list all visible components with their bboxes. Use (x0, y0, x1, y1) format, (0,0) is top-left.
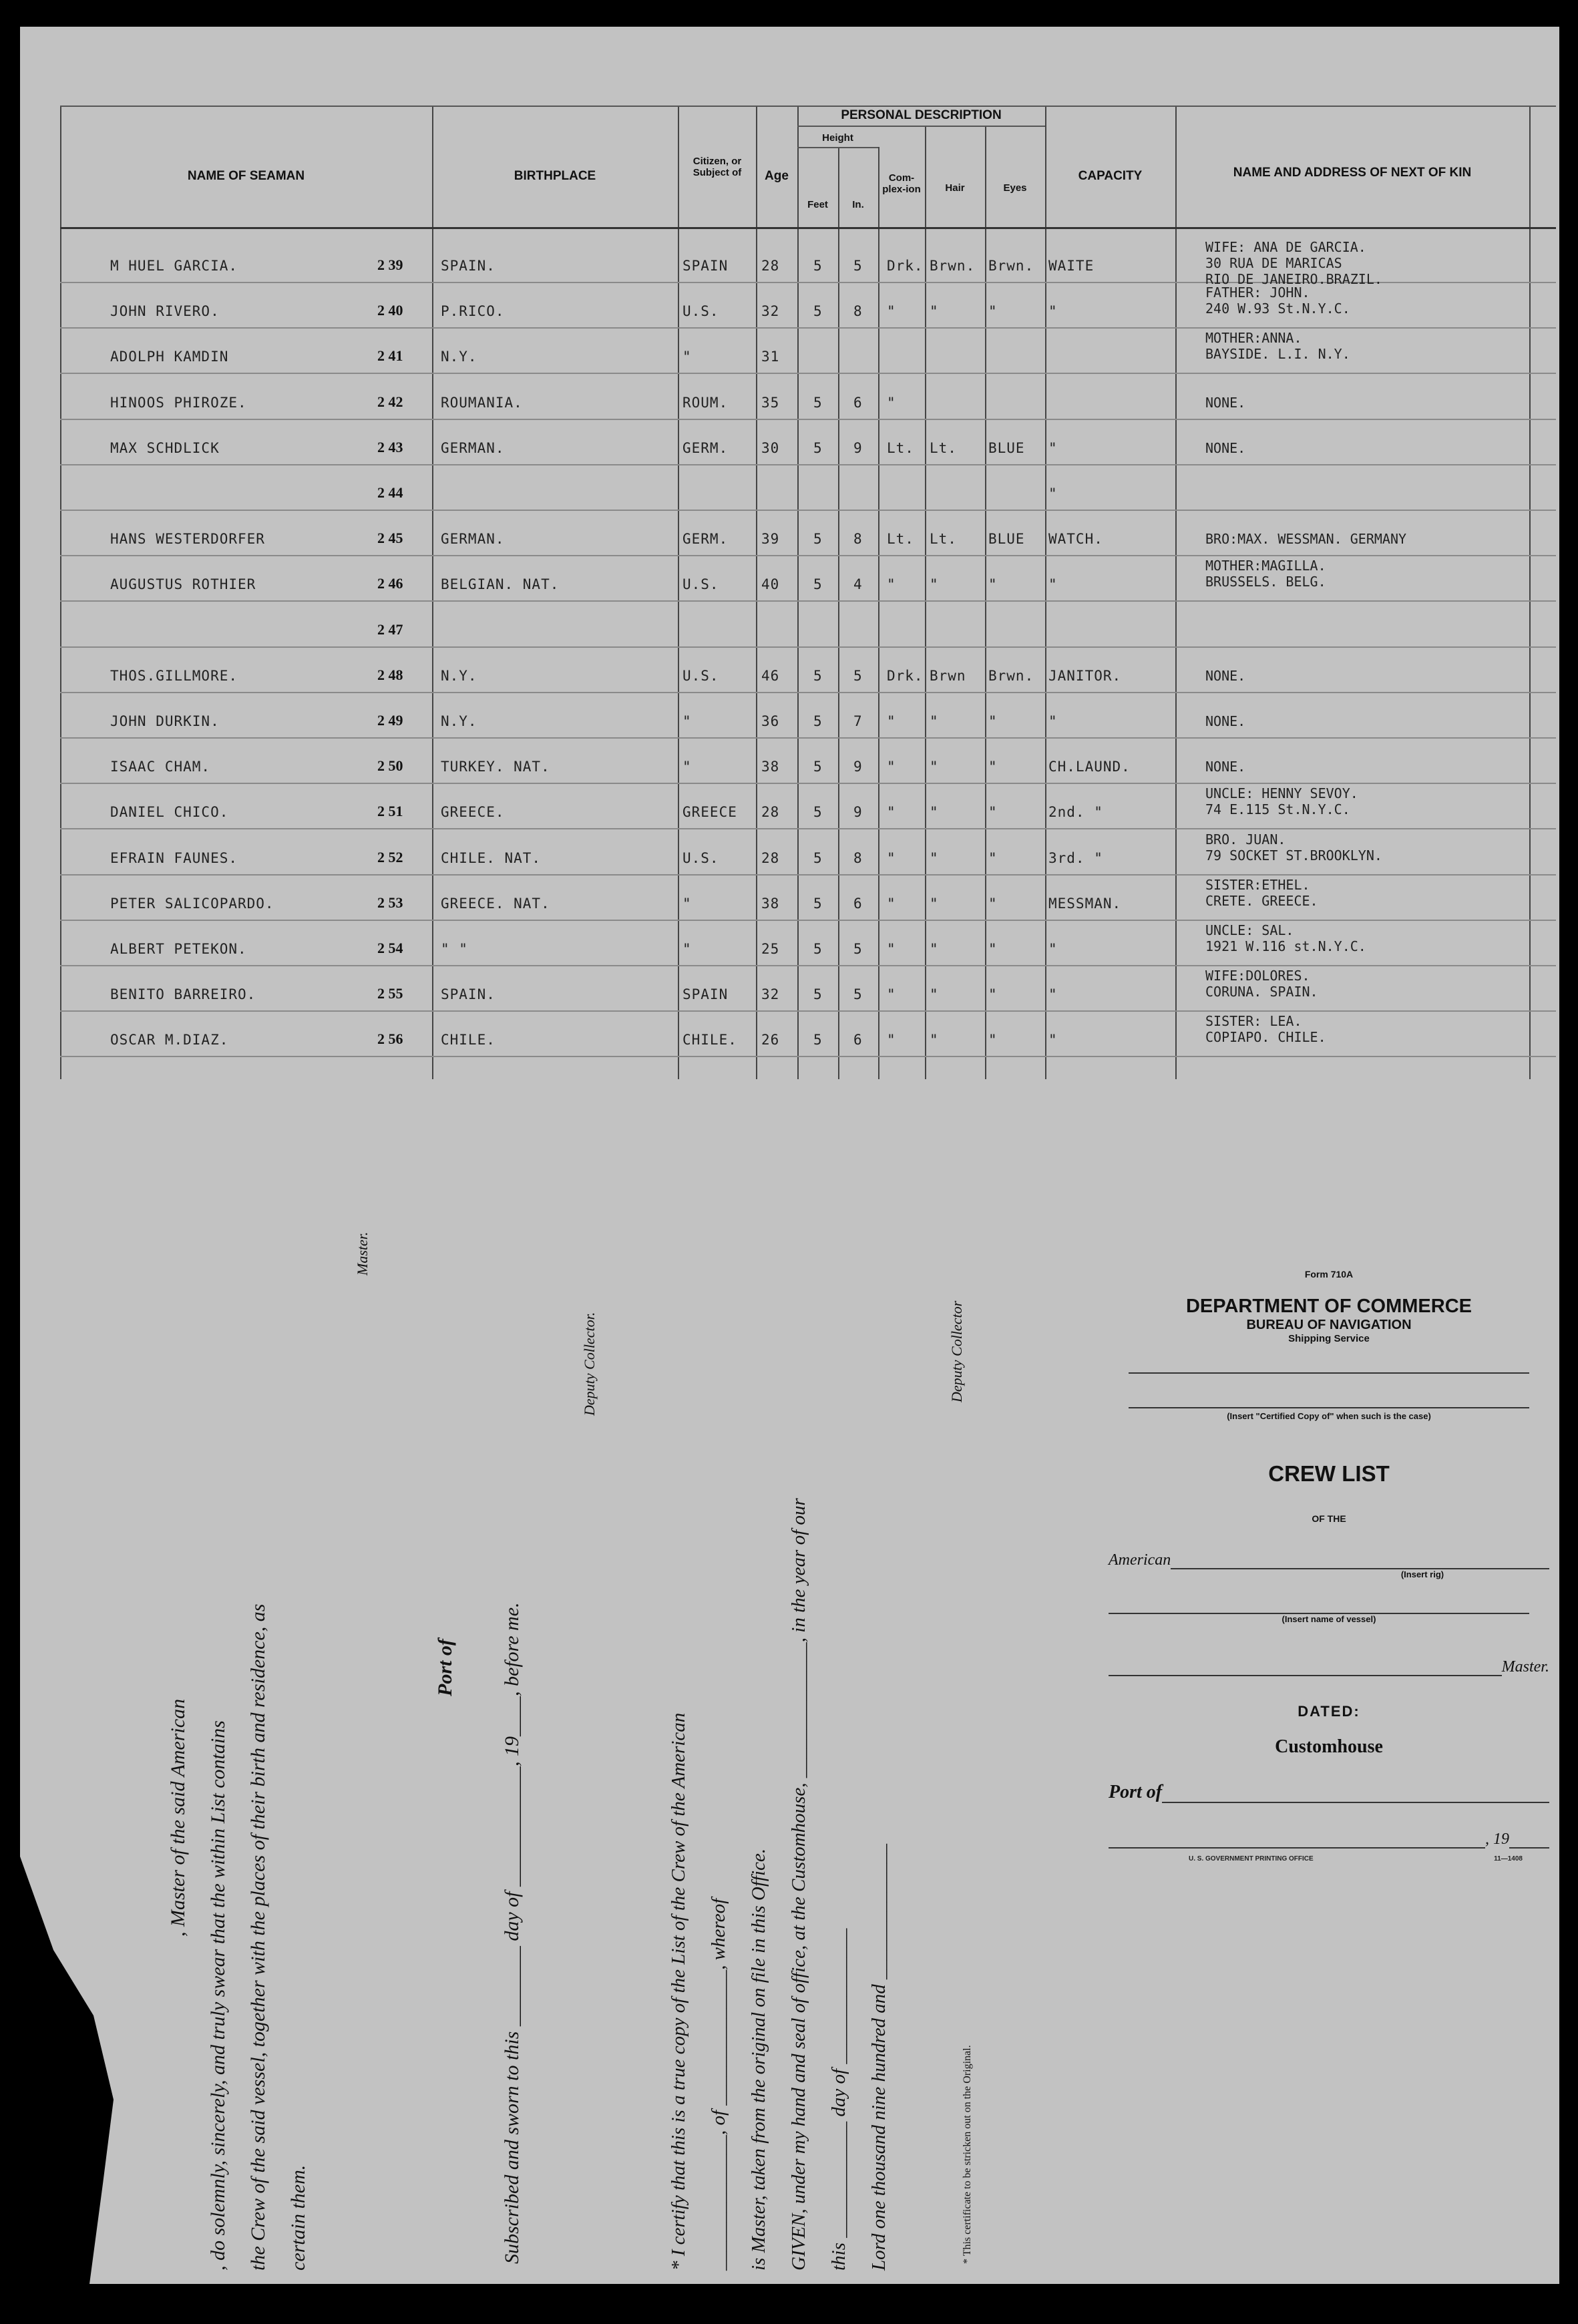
rig-input-line[interactable] (1171, 1551, 1549, 1569)
seaman-name-cell: BENITO BARREIRO. (110, 986, 256, 1003)
capacity-cell: " (1048, 1032, 1058, 1048)
height-feet-cell: 5 (813, 531, 823, 548)
row-number: 2 48 (377, 666, 403, 683)
birthplace-cell: BELGIAN. NAT. (441, 576, 560, 593)
eyes-cell: " (988, 804, 998, 821)
capacity-cell: " (1048, 486, 1058, 502)
cert-copy-line[interactable] (1129, 1354, 1529, 1374)
birthplace-cell: " " (441, 941, 468, 957)
master-label: Master. (1501, 1658, 1549, 1676)
birthplace-cell: GERMAN. (441, 531, 505, 548)
seaman-name-cell: OSCAR M.DIAZ. (110, 1032, 229, 1048)
next-of-kin-line: BRO. JUAN. (1205, 831, 1286, 847)
row-number: 2 46 (377, 575, 403, 592)
birthplace-cell: CHILE. NAT. (441, 849, 542, 866)
age-cell: 38 (761, 895, 780, 912)
american-label: American (1109, 1551, 1171, 1569)
form-number: Form 710A (1304, 1269, 1354, 1280)
eyes-cell: " (988, 759, 998, 775)
header-name: NAME OF SEAMAN (187, 169, 305, 183)
header-hair: Hair (945, 182, 965, 194)
height-feet-cell: 5 (813, 759, 823, 775)
birthplace-cell: TURKEY. NAT. (441, 759, 550, 775)
row-number: 2 42 (377, 393, 403, 410)
header-birthplace: BIRTHPLACE (514, 169, 596, 183)
service-title: Shipping Service (1288, 1333, 1370, 1344)
crew-table (60, 106, 1556, 1079)
citizenship-cell: GERM. (682, 439, 729, 456)
height-inches-cell: 7 (853, 713, 863, 729)
complexion-cell: Drk. (887, 667, 924, 684)
citizenship-cell: ROUM. (682, 394, 729, 411)
eyes-cell: " (988, 849, 998, 866)
capacity-cell: " (1048, 941, 1058, 957)
certify-line-3: is Master, taken from the original on file in this Office. (748, 1848, 769, 2271)
next-of-kin-line: UNCLE: SAL. (1205, 922, 1294, 938)
complexion-cell: Lt. (887, 439, 914, 456)
birthplace-cell: GREECE. NAT. (441, 895, 550, 912)
height-inches-cell: 6 (853, 394, 863, 411)
next-of-kin-line: NONE. (1205, 759, 1246, 775)
eyes-cell: BLUE (988, 531, 1025, 548)
birthplace-cell: N.Y. (441, 349, 477, 365)
hair-cell: " (930, 849, 939, 866)
citizenship-cell: GREECE (682, 804, 737, 821)
hair-cell: " (930, 895, 939, 912)
capacity-cell: 3rd. " (1048, 849, 1103, 866)
row-rule (60, 373, 1556, 374)
date-input-line[interactable] (1109, 1830, 1485, 1849)
printer-label: U. S. GOVERNMENT PRINTING OFFICE (1189, 1855, 1314, 1863)
complexion-cell: " (887, 1032, 896, 1048)
row-rule (60, 874, 1556, 876)
capacity-cell: " (1048, 576, 1058, 593)
next-of-kin-line: WIFE:DOLORES. (1205, 968, 1310, 984)
age-cell: 28 (761, 849, 780, 866)
hair-cell: Lt. (930, 531, 957, 548)
row-number: 2 51 (377, 803, 403, 820)
citizenship-cell: SPAIN (682, 258, 729, 274)
complexion-cell: " (887, 576, 896, 593)
eyes-cell: " (988, 895, 998, 912)
citizenship-cell: GERM. (682, 531, 729, 548)
capacity-cell: CH.LAUND. (1048, 759, 1131, 775)
row-number: 2 45 (377, 530, 403, 547)
hair-cell: " (930, 941, 939, 957)
eyes-cell: BLUE (988, 439, 1025, 456)
next-of-kin-line: NONE. (1205, 439, 1246, 456)
row-rule (60, 464, 1556, 465)
age-cell: 40 (761, 576, 780, 593)
birthplace-cell: N.Y. (441, 713, 477, 729)
seaman-name-cell: MAX SCHDLICK (110, 439, 220, 456)
oath-line-2: , do solemnly, sincerely, and truly swear that the within List contains (207, 1720, 229, 2271)
height-inches-cell: 8 (853, 303, 863, 320)
crew-list-title: CREW LIST (1268, 1461, 1390, 1486)
row-number: 2 44 (377, 484, 403, 501)
insert-vessel-note: (Insert name of vessel) (1281, 1614, 1376, 1624)
next-of-kin-line: 30 RUA DE MARICAS (1205, 255, 1342, 271)
capacity-cell: JANITOR. (1048, 667, 1122, 684)
seaman-name-cell: PETER SALICOPARDO. (110, 895, 274, 912)
height-inches-cell: 5 (853, 258, 863, 274)
birthplace-cell: SPAIN. (441, 258, 496, 274)
next-of-kin-line: BRO:MAX. WESSMAN. GERMANY (1205, 531, 1407, 548)
age-cell: 28 (761, 804, 780, 821)
hair-cell: Brwn. (930, 258, 976, 274)
deputy-collector-label-2: Deputy Collector (948, 1300, 965, 1402)
next-of-kin-line: 240 W.93 St.N.Y.C. (1205, 301, 1350, 317)
birthplace-cell: ROUMANIA. (441, 394, 523, 411)
oath-line-1: , Master of the said American (167, 1698, 189, 1937)
height-feet-cell: 5 (813, 895, 823, 912)
height-inches-cell: 6 (853, 1032, 863, 1048)
seaman-name-cell: JOHN DURKIN. (110, 713, 220, 729)
next-of-kin-line: UNCLE: HENNY SEVOY. (1205, 785, 1358, 802)
hair-cell: " (930, 303, 939, 320)
height-inches-cell: 9 (853, 804, 863, 821)
citizenship-cell: U.S. (682, 849, 719, 866)
header-capacity: CAPACITY (1078, 169, 1143, 183)
citizenship-cell: " (682, 895, 692, 912)
complexion-cell: Lt. (887, 531, 914, 548)
complexion-cell: " (887, 394, 896, 411)
row-rule (60, 600, 1556, 602)
height-feet-cell: 5 (813, 804, 823, 821)
citizenship-cell: U.S. (682, 303, 719, 320)
hair-cell: " (930, 1032, 939, 1048)
capacity-cell: 2nd. " (1048, 804, 1103, 821)
row-number: 2 40 (377, 302, 403, 319)
port-of-cover-label: Port of (1109, 1782, 1163, 1802)
insert-rig-note: (Insert rig) (1400, 1569, 1444, 1579)
printer-code: 11—1408 (1494, 1855, 1523, 1863)
header-eyes: Eyes (1003, 182, 1027, 194)
eyes-cell: " (988, 1032, 998, 1048)
hair-cell: " (930, 986, 939, 1003)
eyes-cell: " (988, 986, 998, 1003)
certify-line-5: this ____________ day of ______________ (828, 1928, 849, 2271)
header-next-of-kin: NAME AND ADDRESS OF NEXT OF KIN (1233, 166, 1472, 180)
customhouse-label: Customhouse (1275, 1736, 1383, 1757)
citizenship-cell: SPAIN (682, 986, 729, 1003)
dated-label: DATED: (1298, 1703, 1360, 1720)
master-name-line[interactable] (1109, 1658, 1502, 1676)
eyes-cell: " (988, 941, 998, 957)
capacity-cell: WAITE (1048, 258, 1095, 274)
birthplace-cell: GERMAN. (441, 439, 505, 456)
height-inches-cell: 5 (853, 941, 863, 957)
age-cell: 30 (761, 439, 780, 456)
citizenship-cell: CHILE. (682, 1032, 737, 1048)
year-label: , 19 (1485, 1830, 1509, 1848)
seaman-name-cell: THOS.GILLMORE. (110, 667, 238, 684)
height-inches-cell: 5 (853, 667, 863, 684)
eyes-cell: " (988, 303, 998, 320)
row-rule (60, 510, 1556, 511)
complexion-cell: Drk. (887, 258, 924, 274)
certificate-footnote: * This certificate to be stricken out on the Original. (962, 2045, 973, 2264)
birthplace-cell: P.RICO. (441, 303, 505, 320)
height-inches-cell: 4 (853, 576, 863, 593)
year-input-line[interactable] (1509, 1830, 1549, 1849)
oath-line-3: the Crew of the said vessel, together with the places of their birth and residence, as (247, 1603, 269, 2271)
header-personal-description: PERSONAL DESCRIPTION (841, 108, 1002, 122)
row-rule (60, 419, 1556, 420)
oath-line-4: certain them. (287, 2164, 309, 2271)
hair-cell: " (930, 713, 939, 729)
cert-copy-line-2[interactable] (1129, 1374, 1529, 1408)
next-of-kin-line: MOTHER:MAGILLA. (1205, 558, 1326, 574)
citizenship-cell: U.S. (682, 576, 719, 593)
age-cell: 39 (761, 531, 780, 548)
hair-cell: " (930, 759, 939, 775)
header-inches: In. (852, 199, 864, 210)
next-of-kin-line: WIFE: ANA DE GARCIA. (1205, 239, 1366, 255)
birthplace-cell: N.Y. (441, 667, 477, 684)
birthplace-cell: SPAIN. (441, 986, 496, 1003)
capacity-cell: " (1048, 986, 1058, 1003)
seaman-name-cell: ADOLPH KAMDIN (110, 349, 229, 365)
row-number: 2 39 (377, 256, 403, 273)
next-of-kin-line: 74 E.115 St.N.Y.C. (1205, 801, 1350, 818)
height-feet-cell: 5 (813, 849, 823, 866)
row-number: 2 49 (377, 712, 403, 729)
seaman-name-cell: ALBERT PETEKON. (110, 941, 247, 957)
next-of-kin-line: CRETE. GREECE. (1205, 892, 1318, 909)
hair-cell: Lt. (930, 439, 957, 456)
next-of-kin-line: BRUSSELS. BELG. (1205, 574, 1326, 590)
port-of-label: Port of (434, 1639, 456, 1696)
age-cell: 31 (761, 349, 780, 365)
complexion-cell: " (887, 759, 896, 775)
row-number: 2 54 (377, 940, 403, 956)
eyes-cell: " (988, 576, 998, 593)
age-cell: 28 (761, 258, 780, 274)
row-number: 2 55 (377, 985, 403, 1002)
next-of-kin-line: SISTER: LEA. (1205, 1013, 1302, 1030)
height-feet-cell: 5 (813, 667, 823, 684)
oath-section (154, 1135, 1008, 2271)
row-number: 2 43 (377, 438, 403, 455)
capacity-cell: MESSMAN. (1048, 895, 1122, 912)
row-number: 2 41 (377, 347, 403, 365)
age-cell: 35 (761, 394, 780, 411)
height-feet-cell: 5 (813, 303, 823, 320)
next-of-kin-line: 79 SOCKET ST.BROOKLYN. (1205, 847, 1382, 863)
complexion-cell: " (887, 941, 896, 957)
eyes-cell: " (988, 713, 998, 729)
next-of-kin-line: SISTER:ETHEL. (1205, 876, 1310, 893)
height-feet-cell: 5 (813, 986, 823, 1003)
department-title: DEPARTMENT OF COMMERCE (1185, 1296, 1472, 1317)
header-citizen: Citizen, or Subject of (693, 156, 742, 178)
height-inches-cell: 9 (853, 439, 863, 456)
row-rule (60, 1056, 1556, 1057)
birthplace-cell: CHILE. (441, 1032, 496, 1048)
row-number: 2 52 (377, 848, 403, 865)
capacity-cell: " (1048, 713, 1058, 729)
next-of-kin-line: BAYSIDE. L.I. N.Y. (1205, 346, 1350, 363)
hair-cell: " (930, 804, 939, 821)
insert-cert-note: (Insert "Certified Copy of" when such is the case) (1227, 1411, 1431, 1421)
complexion-cell: " (887, 849, 896, 866)
hair-cell: " (930, 576, 939, 593)
torn-corner (20, 1857, 154, 2324)
capacity-cell: " (1048, 439, 1058, 456)
certify-line-1: * I certify that this is a true copy of the List of the Crew of the American (668, 1712, 689, 2271)
height-feet-cell: 5 (813, 576, 823, 593)
citizenship-cell: " (682, 941, 692, 957)
complexion-cell: " (887, 303, 896, 320)
header-feet: Feet (807, 199, 828, 210)
crew-list-sheet (20, 27, 1559, 2284)
seaman-name-cell: HINOOS PHIROZE. (110, 394, 247, 411)
bureau-title: BUREAU OF NAVIGATION (1246, 1318, 1412, 1332)
row-rule (60, 828, 1556, 829)
certify-line-2: ______________, of ______________, whereof (708, 1898, 729, 2271)
row-rule (60, 692, 1556, 693)
row-rule (60, 737, 1556, 739)
complexion-cell: " (887, 895, 896, 912)
next-of-kin-line: NONE. (1205, 713, 1246, 729)
capacity-cell: WATCH. (1048, 531, 1103, 548)
citizenship-cell: U.S. (682, 667, 719, 684)
height-inches-cell: 5 (853, 986, 863, 1003)
next-of-kin-line: NONE. (1205, 394, 1246, 411)
height-feet-cell: 5 (813, 394, 823, 411)
height-feet-cell: 5 (813, 941, 823, 957)
next-of-kin-line: 1921 W.116 st.N.Y.C. (1205, 938, 1366, 954)
height-inches-cell: 6 (853, 895, 863, 912)
citizenship-cell: " (682, 759, 692, 775)
age-cell: 25 (761, 941, 780, 957)
next-of-kin-line: CORUNA. SPAIN. (1205, 984, 1318, 1000)
height-inches-cell: 8 (853, 849, 863, 866)
complexion-cell: " (887, 713, 896, 729)
row-rule (60, 1010, 1556, 1012)
row-number: 2 47 (377, 620, 403, 638)
seaman-name-cell: DANIEL CHICO. (110, 804, 229, 821)
certify-line-6: Lord one thousand nine hundred and ______________ (868, 1843, 890, 2271)
row-number: 2 53 (377, 894, 403, 911)
height-feet-cell: 5 (813, 439, 823, 456)
height-inches-cell: 8 (853, 531, 863, 548)
height-feet-cell: 5 (813, 713, 823, 729)
birthplace-cell: GREECE. (441, 804, 505, 821)
of-the-label: OF THE (1312, 1513, 1346, 1524)
next-of-kin-line: NONE. (1205, 667, 1246, 684)
master-signature-label: Master. (354, 1231, 371, 1276)
height-inches-cell: 9 (853, 759, 863, 775)
seaman-name-cell: AUGUSTUS ROTHIER (110, 576, 256, 593)
age-cell: 26 (761, 1032, 780, 1048)
complexion-cell: " (887, 986, 896, 1003)
row-rule (60, 646, 1556, 648)
row-rule (60, 965, 1556, 966)
row-rule (60, 920, 1556, 921)
eyes-cell: Brwn. (988, 258, 1034, 274)
height-feet-cell: 5 (813, 258, 823, 274)
next-of-kin-line: COPIAPO. CHILE. (1205, 1029, 1326, 1046)
next-of-kin-line: FATHER: JOHN. (1205, 284, 1310, 301)
form-cover (1109, 1269, 1549, 1863)
age-cell: 32 (761, 986, 780, 1003)
age-cell: 32 (761, 303, 780, 320)
row-rule (60, 783, 1556, 784)
deputy-collector-label-1: Deputy Collector. (581, 1312, 598, 1416)
row-number: 2 56 (377, 1030, 403, 1048)
row-number: 2 50 (377, 757, 403, 775)
header-age: Age (765, 169, 789, 183)
capacity-cell: " (1048, 303, 1058, 320)
seaman-name-cell: JOHN RIVERO. (110, 303, 220, 320)
certify-line-4: GIVEN, under my hand and seal of office, at the Customhouse, ______________, in the year of our (788, 1498, 809, 2271)
complexion-cell: " (887, 804, 896, 821)
seaman-name-cell: EFRAIN FAUNES. (110, 849, 238, 866)
age-cell: 36 (761, 713, 780, 729)
header-complexion: Com-plex-ion (882, 172, 921, 195)
seaman-name-cell: M HUEL GARCIA. (110, 258, 238, 274)
vessel-name-line[interactable] (1109, 1579, 1529, 1614)
subscribed-line: Subscribed and sworn to this ________ day of ____________, 19____, before me. (501, 1602, 523, 2264)
age-cell: 38 (761, 759, 780, 775)
next-of-kin-line: RIO DE JANEIRO.BRAZIL. (1205, 271, 1382, 287)
citizenship-cell: " (682, 349, 692, 365)
height-feet-cell: 5 (813, 1032, 823, 1048)
row-rule (60, 327, 1556, 329)
citizenship-cell: " (682, 713, 692, 729)
hair-cell: Brwn (930, 667, 966, 684)
age-cell: 46 (761, 667, 780, 684)
next-of-kin-line: MOTHER:ANNA. (1205, 330, 1302, 347)
seaman-name-cell: ISAAC CHAM. (110, 759, 211, 775)
seaman-name-cell: HANS WESTERDORFER (110, 531, 265, 548)
row-rule (60, 555, 1556, 556)
eyes-cell: Brwn. (988, 667, 1034, 684)
port-input-line[interactable] (1162, 1784, 1549, 1803)
header-height: Height (822, 132, 853, 144)
